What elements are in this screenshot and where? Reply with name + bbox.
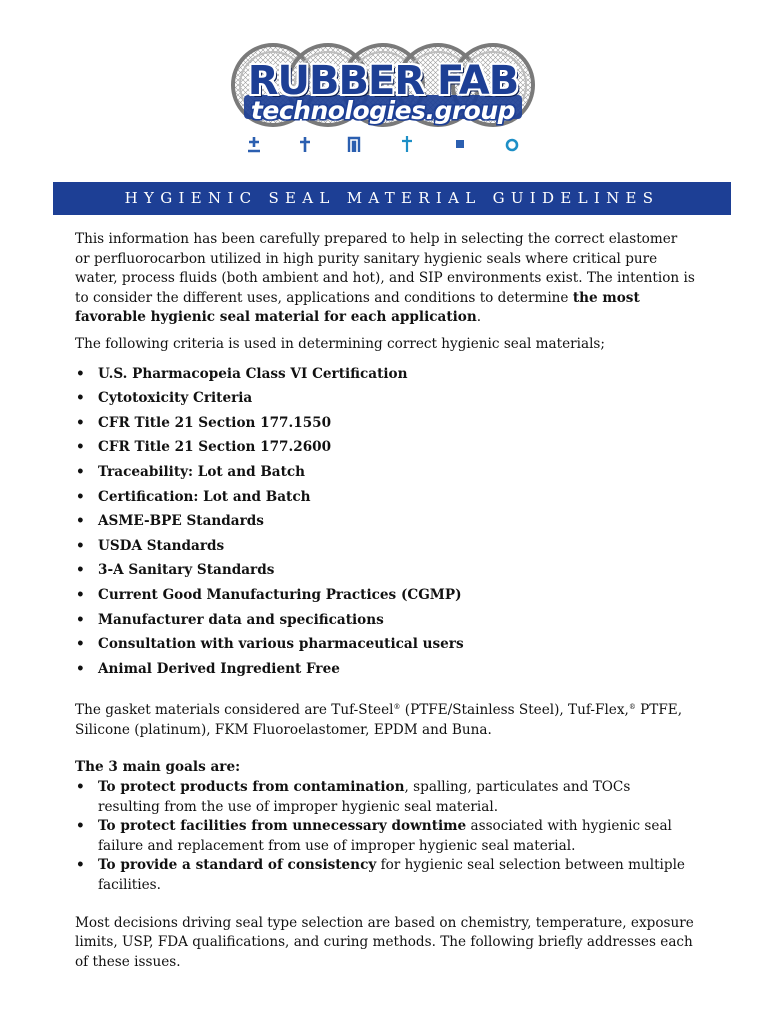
circle-icon <box>502 134 522 154</box>
goal-text: , spalling, particulates and TOCs resulting from the use of improper hygienic seal material. <box>98 779 631 815</box>
materials-text: (PTFE/Stainless Steel), Tuf-Flex, <box>400 702 629 719</box>
document-body <box>75 230 695 972</box>
list-item: • Current Good Manufacturing Practices (CGMP) <box>75 585 695 610</box>
list-item: • U.S. Pharmacopeia Class VI Certification <box>75 364 695 389</box>
company-logo <box>228 40 538 130</box>
list-item: • Certification: Lot and Batch <box>75 487 695 512</box>
list-item: • ASME-BPE Standards <box>75 511 695 536</box>
list-item <box>75 856 695 895</box>
list-item: • Consultation with various pharmaceutical users <box>75 634 695 659</box>
materials-text: The gasket materials considered are Tuf-Steel <box>75 702 394 719</box>
goal-bold-text: To protect products from contamination <box>98 779 405 796</box>
goal-text: associated with hygienic seal failure and replacement from use of improper hygienic seal material. <box>98 818 672 854</box>
dagger-icon <box>397 134 417 154</box>
list-item: • Animal Derived Ingredient Free <box>75 659 695 684</box>
list-item: • USDA Standards <box>75 536 695 561</box>
goal-bold-text: To provide a standard of consistency <box>98 857 377 874</box>
intro-end: . <box>476 309 482 326</box>
square-icon <box>450 134 470 154</box>
list-item: • Manufacturer data and specifications <box>75 610 695 635</box>
materials-text: PTFE, Silicone (platinum), FKM Fluoroelastomer, EPDM and Buna. <box>75 702 683 738</box>
criteria-list <box>75 364 695 684</box>
plus-minus-icon <box>244 134 264 154</box>
intro-bold-text: the most favorable hygienic seal material for each application <box>75 289 640 326</box>
section-title-banner: HYGIENIC SEAL MATERIAL GUIDELINES <box>53 182 731 215</box>
logo-tagline: technologies.group <box>250 96 516 125</box>
list-item: • Cytotoxicity Criteria <box>75 388 695 413</box>
arch-icon <box>344 134 364 154</box>
goals-list <box>75 778 695 896</box>
goal-text: for hygienic seal selection between multiple facilities. <box>98 857 685 894</box>
list-item <box>75 778 695 817</box>
list-item: • Traceability: Lot and Batch <box>75 462 695 487</box>
goals-heading: The 3 main goals are: <box>75 759 241 776</box>
intro-text: This information has been carefully prepared to help in selecting the correct elastomer or perfluorocarbon utilized in high purity sanitary hygienic seals where critical pure water, process fluids (both ambient and hot), and SIP environments exist. The intention is to consider the different uses, applications and conditions to determine <box>75 231 695 306</box>
goal-bold-text: To protect facilities from unnecessary downtime <box>98 818 467 835</box>
list-item: • CFR Title 21 Section 177.1550 <box>75 413 695 438</box>
registered-mark: ® <box>393 703 401 712</box>
registered-mark: ® <box>628 703 636 712</box>
criteria-intro: The following criteria is used in determining correct hygienic seal materials; <box>75 335 605 352</box>
logo-symbol-row <box>238 134 528 156</box>
cross-icon <box>295 134 315 154</box>
materials-paragraph <box>75 701 695 740</box>
logo-brand-text: RUBBER FAB <box>247 58 519 104</box>
list-item: • CFR Title 21 Section 177.2600 <box>75 437 695 462</box>
list-item <box>75 817 695 856</box>
closing-paragraph: Most decisions driving seal type selection are based on chemistry, temperature, exposure limits, USP, FDA qualifications, and curing methods. The following briefly addresses each of these issues. <box>75 914 694 970</box>
intro-paragraph <box>75 230 695 328</box>
list-item: • 3-A Sanitary Standards <box>75 560 695 585</box>
